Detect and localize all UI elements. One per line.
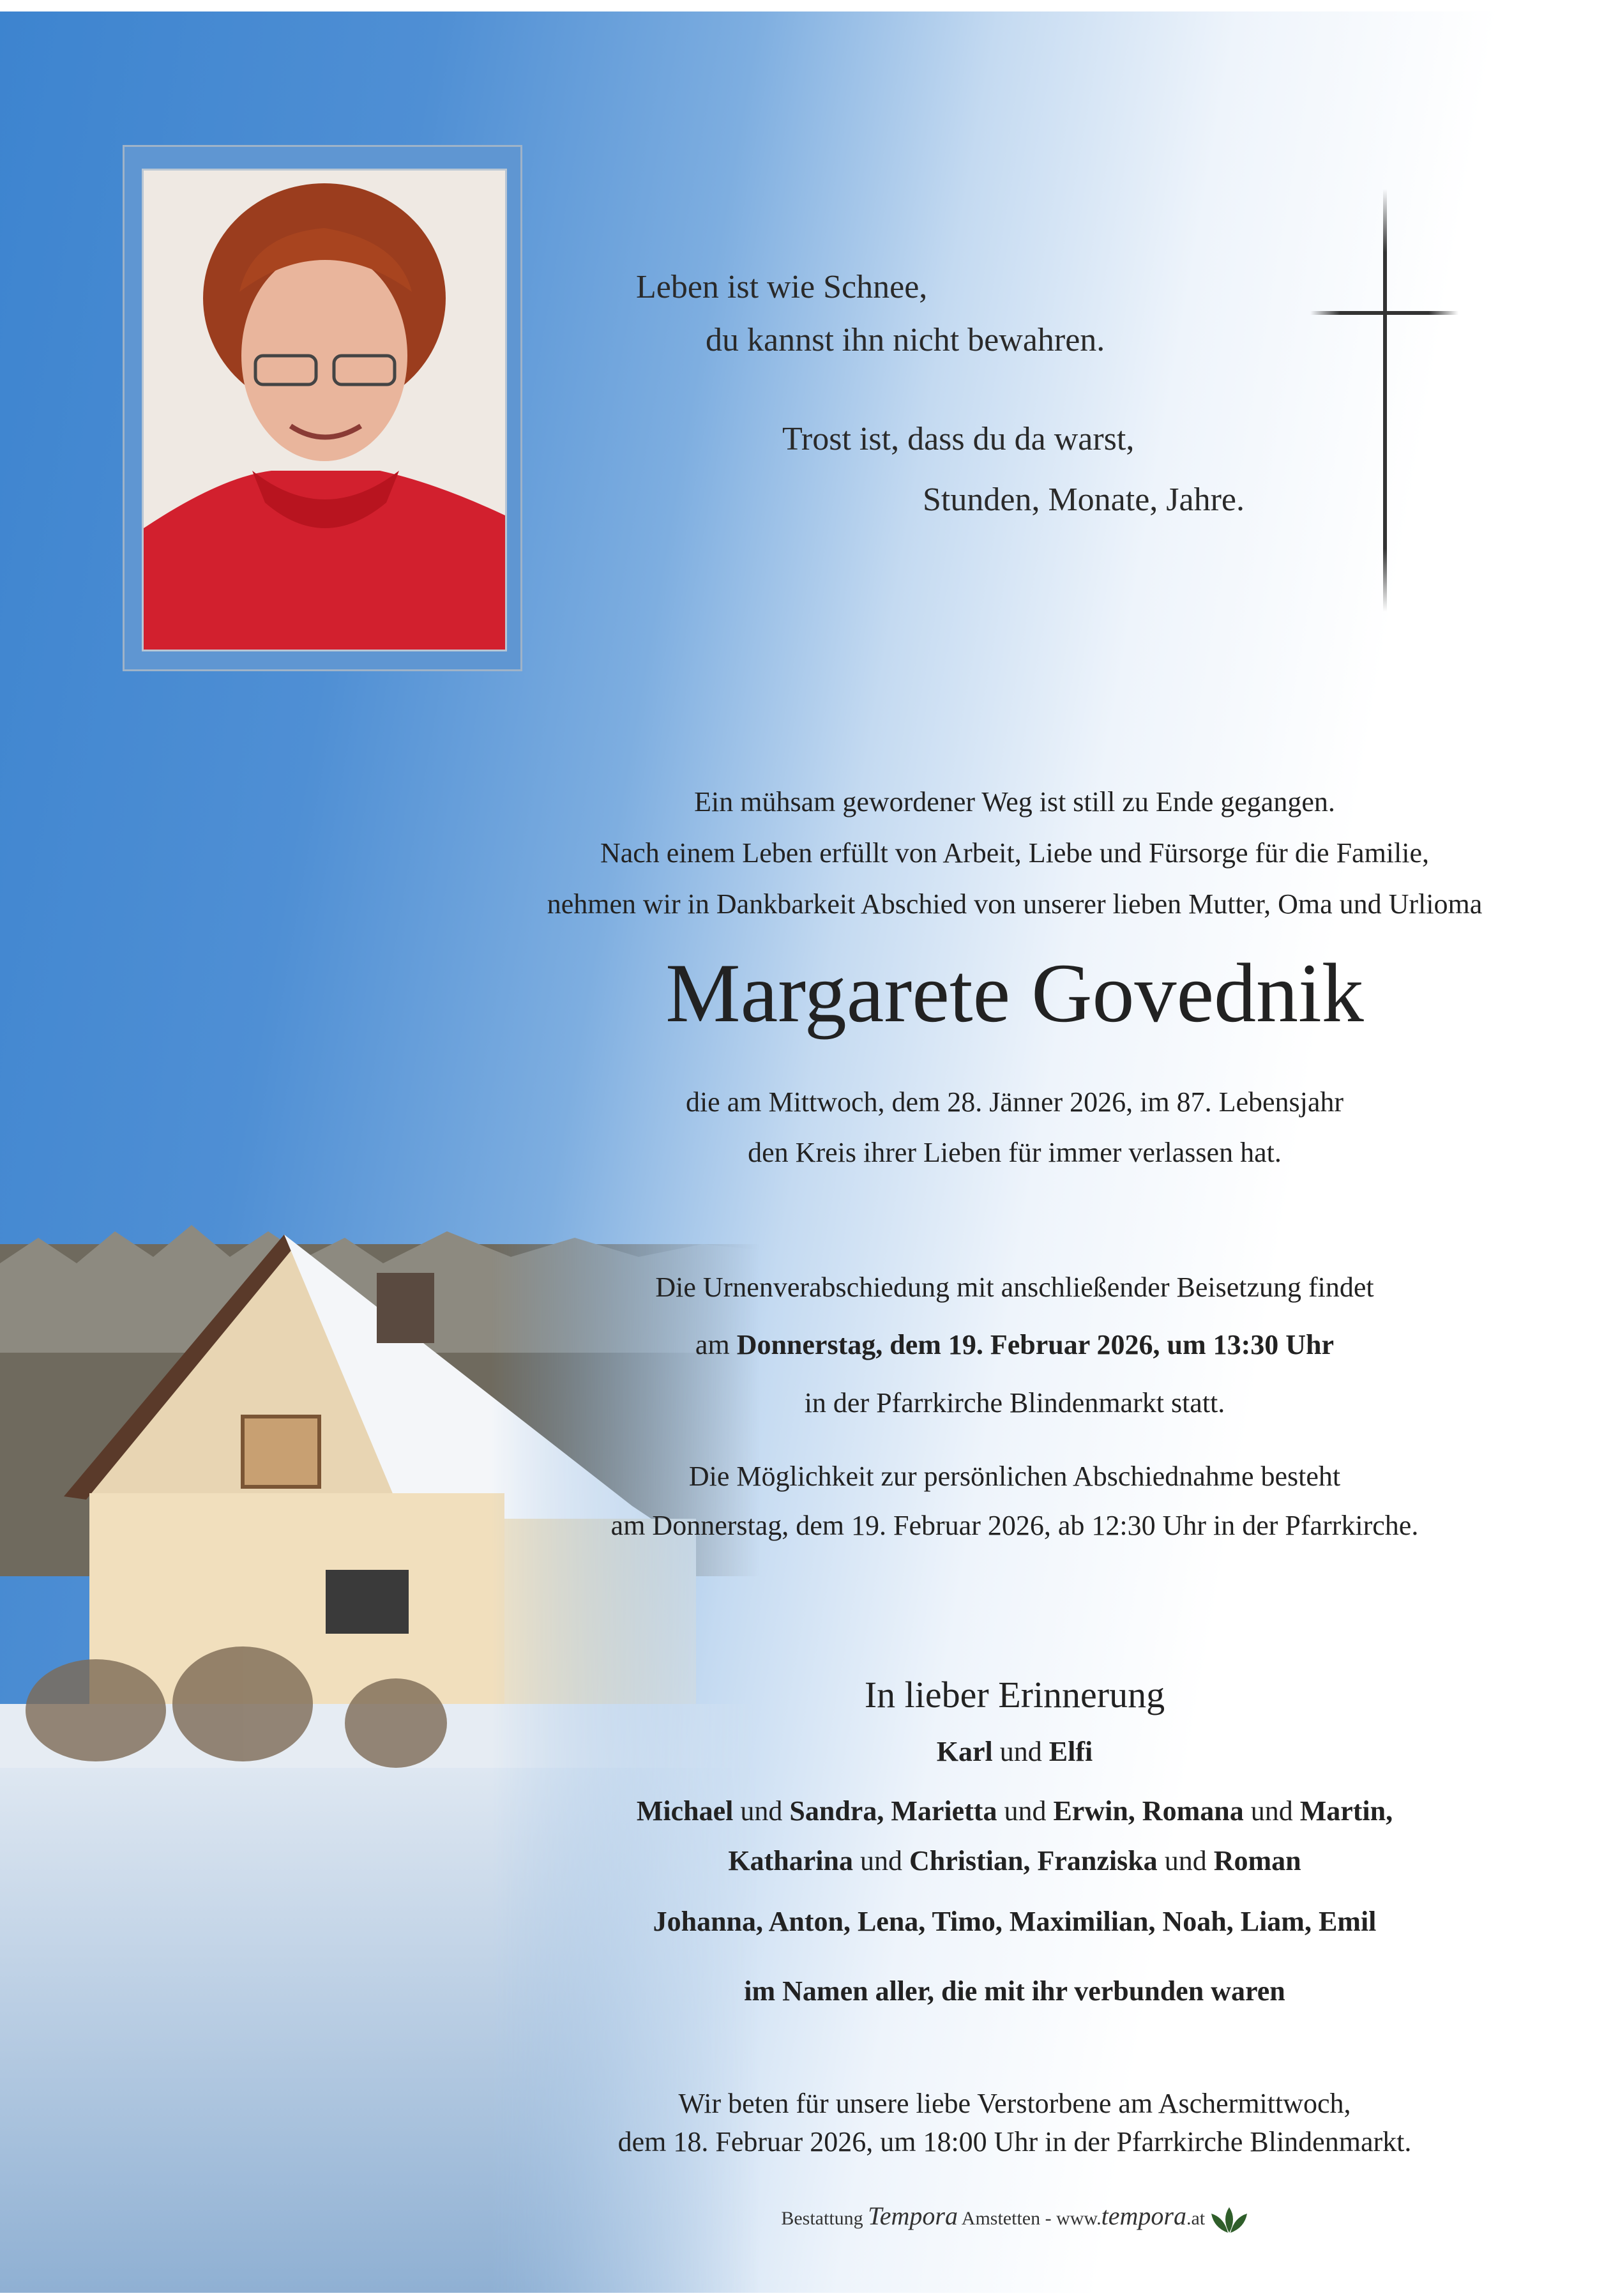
prayer-line: dem 18. Februar 2026, um 18:00 Uhr in der Pfarrkirche Blindenmarkt. [617,2126,1412,2157]
death-line: den Kreis ihrer Lieben für immer verlassen hat. [748,1137,1282,1168]
funeral-date [504,1328,1525,1361]
mourner-name: Elfi [1048,1736,1093,1767]
mourner-name: Katharina [728,1845,853,1876]
mourner-name: Karl [936,1736,993,1767]
mourner-name: Erwin, Romana [1053,1795,1244,1827]
intro-line: nehmen wir in Dankbarkeit Abschied von unserer lieben Mutter, Oma und Urlioma [547,888,1483,920]
conjunction: und [992,1736,1049,1767]
mourner-name: Roman [1213,1845,1301,1876]
portrait-photo [142,169,507,651]
death-line: die am Mittwoch, dem 28. Jänner 2026, im 87. Lebensjahr [685,1086,1344,1118]
poem-line: Trost ist, dass du da warst, [782,421,1135,457]
footer-text: Bestattung [781,2208,868,2229]
prayer-line: Wir beten für unsere liebe Verstorbene am Aschermittwoch, [678,2088,1351,2119]
farewell-line: Die Möglichkeit zur persönlichen Abschiednahme besteht [688,1461,1341,1492]
mourners-grandchildren: Johanna, Anton, Lena, Timo, Maximilian, Noah, Liam, Emil [653,1906,1377,1937]
mourners-line [504,1795,1525,1827]
poem-line: Leben ist wie Schnee, [636,269,928,305]
mourners-closing: im Namen aller, die mit ihr verbunden waren [744,1975,1285,2007]
conjunction: und [1243,1795,1300,1827]
funeral-home-footer [504,2201,1525,2234]
cross-icon-bar [1310,311,1458,315]
mourners-line [504,1735,1525,1768]
footer-text: .at [1186,2208,1206,2229]
intro-line: Ein mühsam gewordener Weg ist still zu Ende gegangen. [694,786,1335,817]
deceased-name: Margarete Govednik [665,946,1364,1040]
funeral-line: in der Pfarrkirche Blindenmarkt statt. [804,1387,1225,1418]
conjunction: und [733,1795,790,1827]
conjunction: und [852,1845,909,1876]
funeral-date-bold: Donnerstag, dem 19. Februar 2026, um 13:30 Uhr [736,1329,1335,1360]
mourners-heading: In lieber Erinnerung [864,1674,1165,1715]
obituary-card [0,11,1597,2293]
funeral-line: Die Urnenverabschiedung mit anschließender Beisetzung findet [655,1272,1374,1303]
footer-text: Amstetten - www. [957,2208,1101,2229]
intro-line: Nach einem Leben erfüllt von Arbeit, Liebe und Fürsorge für die Familie, [600,837,1430,869]
cross-icon [1383,189,1387,612]
conjunction: und [997,1795,1054,1827]
funeral-date-prefix: am [695,1329,737,1360]
farewell-line: am Donnerstag, dem 19. Februar 2026, ab 12:30 Uhr in der Pfarrkirche. [610,1510,1419,1541]
portrait-frame [123,145,522,671]
mourners-line [504,1844,1525,1877]
poem-line: du kannst ihn nicht bewahren. [706,322,1105,358]
mourner-name: Martin, [1299,1795,1393,1827]
poem-line: Stunden, Monate, Jahre. [923,482,1245,518]
footer-brand: Tempora [868,2201,958,2230]
conjunction: und [1157,1845,1214,1876]
footer-link[interactable]: tempora [1101,2201,1186,2230]
mourner-name: Sandra, Marietta [789,1795,997,1827]
lotus-leaf-icon [1210,2206,1248,2234]
mourner-name: Christian, Franziska [909,1845,1158,1876]
mourner-name: Michael [636,1795,734,1827]
